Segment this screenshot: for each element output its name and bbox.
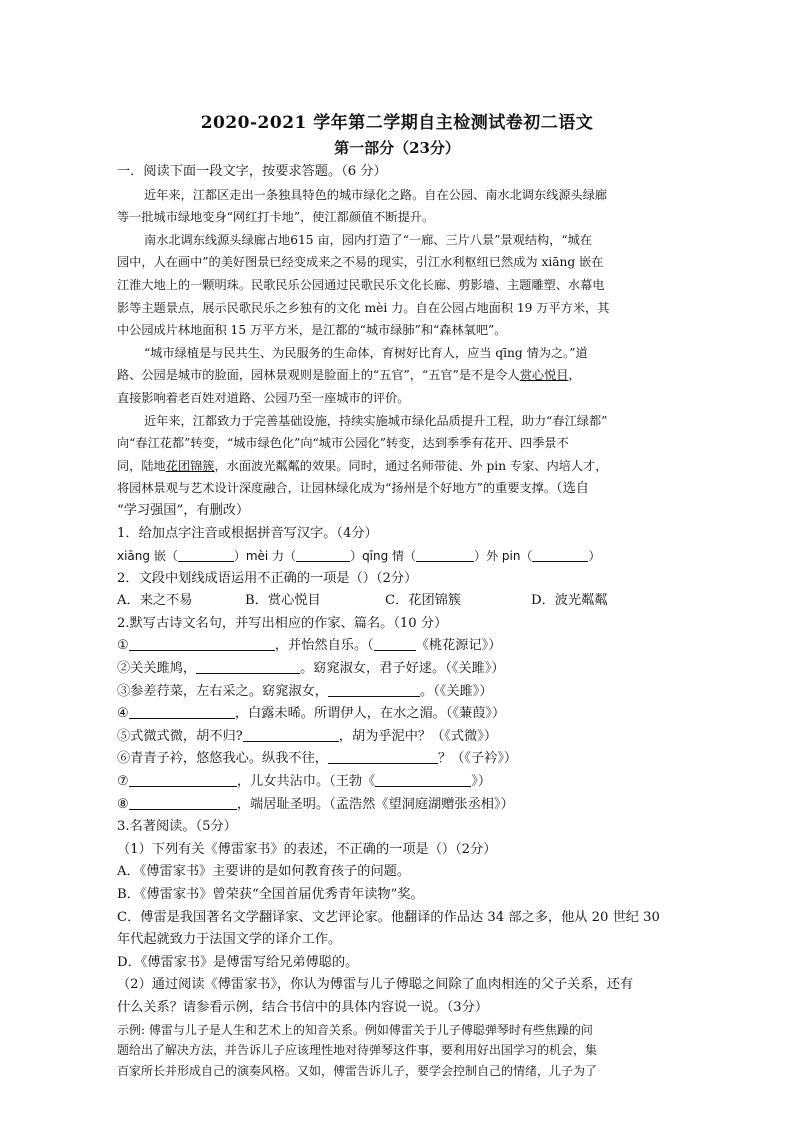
passage-text: ，水面波光粼粼的效果。同时，通过名师带徒、外 pin 专家、内培人才， bbox=[214, 458, 608, 473]
recite-line-2 bbox=[117, 658, 677, 681]
answer-blank[interactable] bbox=[196, 659, 300, 674]
passage-line: 园中，人在画中”的美好图景已经变成来之不易的现实，引江水利枢纽已然成为 xiāng 嵌在 bbox=[117, 255, 604, 270]
answer-blank[interactable] bbox=[416, 547, 474, 562]
question-4-2-continued: 什么关系？请参看示例，结合书信中的具体内容说一说。（3分） bbox=[117, 999, 489, 1015]
passage-line: 江淮大地上的一颗明珠。民歌民乐公园通过民歌民乐文化长廊、剪影墙、主题雕塑、水幕电 bbox=[117, 277, 605, 292]
underlined-idiom: 赏心悦目 bbox=[519, 368, 569, 383]
passage-line bbox=[117, 477, 677, 500]
recite-text: ，儿女共沾巾。（王勃《 bbox=[236, 774, 376, 790]
option-d[interactable]: D．波光粼粼 bbox=[531, 593, 608, 609]
passage-line bbox=[117, 364, 677, 387]
recite-line-8 bbox=[117, 794, 677, 817]
question-4-2: （2）通过阅读《傅雷家书》，你认为傅雷与儿子傅聪之间除了血肉相连的父子关系，还有 bbox=[117, 977, 634, 993]
recite-text: ，并怡然自乐。（ bbox=[274, 638, 374, 654]
option-b[interactable]: B．《傅雷家书》曾荣获“全国首届优秀青年读物”奖。 bbox=[117, 887, 424, 902]
option-c-continued: 年代起就致力于法国文学的译介工作。 bbox=[117, 932, 342, 948]
answer-blank[interactable] bbox=[296, 547, 350, 562]
recite-line-5 bbox=[117, 726, 677, 749]
section-heading: 一．阅读下面一段文字，按要求答题。（6 分） bbox=[117, 164, 387, 179]
recite-text: 。（《关雎》） bbox=[420, 683, 493, 699]
recite-line-1 bbox=[117, 635, 677, 658]
answer-blank[interactable] bbox=[129, 704, 235, 719]
recite-text: ⑤式微式微，胡不归? bbox=[117, 728, 243, 744]
option-d[interactable]: D．《傅雷家书》是傅雷写给兄弟傅聪的。 bbox=[117, 954, 359, 970]
recite-text: ⑦ bbox=[117, 774, 129, 790]
part-title: 第一部分（23分） bbox=[334, 139, 460, 157]
passage-line: 影等主题景点，展示民歌民乐之乡独有的文化 mèi 力。自在公园占地面积 19 万平方米，其 bbox=[117, 300, 610, 315]
passage-text: ， bbox=[568, 368, 581, 383]
recite-text: ？（《子衿》） bbox=[438, 751, 518, 767]
option-a[interactable]: A．来之不易 bbox=[117, 593, 193, 609]
answer-blank[interactable] bbox=[243, 727, 339, 742]
exam-body bbox=[117, 161, 677, 1081]
option-c[interactable]: C．花团锦簇 bbox=[385, 593, 462, 609]
answer-blank[interactable] bbox=[532, 547, 588, 562]
pinyin-prompt: ）qīng 情（ bbox=[350, 549, 417, 564]
passage-line: 向“春江花都”转变，“城市绿色化”向“城市公园化”转变，达到季季有花开、四季景不 bbox=[117, 436, 569, 451]
example-line: 百家所长并形成自己的演奏风格。又如，傅雷告诉儿子，要学会控制自己的情绪，儿子为了 bbox=[117, 1063, 598, 1078]
recite-text: ③参差荇菜，左右采之。窈窕淑女， bbox=[117, 683, 328, 699]
source-text: （选自 bbox=[556, 481, 589, 497]
recite-line-6 bbox=[117, 748, 677, 771]
recite-text: 《桃花源记》） bbox=[415, 638, 502, 654]
question-4: 3.名著阅读。（5分） bbox=[117, 819, 237, 835]
passage-line: 近年来，江都区走出一条独具特色的城市绿化之路。自在公园、南水北调东线源头绿廊 bbox=[144, 187, 608, 202]
options-q2 bbox=[117, 590, 677, 613]
answer-blank[interactable] bbox=[375, 772, 471, 787]
question-1: 1．给加点字注音或根据拼音写汉字。（4分） bbox=[117, 525, 378, 541]
option-b[interactable]: B．赏心悦目 bbox=[245, 593, 321, 609]
recite-text: ⑧ bbox=[117, 796, 129, 812]
passage-line: 南水北调东线源头绿廊占地615 亩，园内打造了“一廊、三片八景”景观结构，“城在 bbox=[144, 232, 593, 247]
exam-title: 2020-2021 学年第二学期自主检测试卷初二语文 bbox=[200, 113, 594, 133]
question-3: 2.默写古诗文名句，并写出相应的作家、篇名。（10 分） bbox=[117, 615, 448, 631]
passage-line: 近年来，江都致力于完善基础设施，持续实施城市绿化品质提升工程，助力“春江绿都” bbox=[144, 413, 608, 428]
recite-text: 》） bbox=[471, 774, 492, 790]
answer-blank[interactable] bbox=[129, 636, 275, 651]
recite-text: ⑥青青子衿，悠悠我心。纵我不往， bbox=[117, 751, 328, 767]
option-c[interactable]: C．傅雷是我国著名文学翻译家、文艺评论家。他翻译的作品达 34 部之多，他从 20 世纪 30 bbox=[117, 909, 660, 925]
underlined-idiom: 花团锦簇 bbox=[165, 458, 215, 473]
passage-line: 直接影响着老百姓对道路、公园乃至一座城市的评价。 bbox=[117, 390, 410, 405]
pinyin-prompt: ）mèi 力（ bbox=[233, 549, 297, 564]
answer-blank[interactable] bbox=[129, 772, 237, 787]
example-line: 题给出了解决方法，并告诉儿子应该理性地对待弹琴这件事，要利用好出国学习的机会，集 bbox=[117, 1043, 598, 1058]
answer-blank[interactable] bbox=[129, 795, 237, 810]
recite-text: ，胡为乎泥中？（《式微》） bbox=[338, 728, 498, 744]
recite-line-7 bbox=[117, 771, 677, 794]
example-line: 示例: 傅雷与儿子是人生和艺术上的知音关系。例如傅雷关于儿子傅聪弹琴时有些焦躁的问 bbox=[117, 1022, 593, 1037]
passage-text: 同，陆地 bbox=[117, 458, 166, 473]
answer-blank[interactable] bbox=[328, 682, 420, 697]
answer-blank[interactable] bbox=[328, 749, 438, 764]
recite-text: ④ bbox=[117, 706, 129, 722]
pinyin-prompt: ） bbox=[588, 549, 601, 564]
recite-text: ，端居耻圣明。（孟浩然《望洞庭湖赠张丞相》） bbox=[236, 796, 514, 812]
passage-text: 路、公园是城市的脸面，园林景观则是脸面上的“五官”，“五官”是不是令人 bbox=[117, 368, 520, 383]
passage-line: “城市绿植是与民共生、为民服务的生命体，育树好比育人，应当 qīng 情为之。”道 bbox=[144, 345, 588, 360]
question-2: 2．文段中划线成语运用不正确的一项是（）（2分） bbox=[117, 570, 418, 586]
question-4-1: （1）下列有关《傅雷家书》的表述，不正确的一项是（）（2分） bbox=[117, 841, 497, 857]
passage-line: 等一批城市绿地变身“网红打卡地”，使江都颜值不断提升。 bbox=[117, 210, 435, 225]
passage-text: 将园林景观与艺术设计深度融合，让园林绿化成为“扬州是个好地方”的重要支撑。 bbox=[117, 481, 557, 496]
recite-line-3 bbox=[117, 681, 677, 704]
recite-text: 。窈窕淑女，君子好逑。（《关雎》） bbox=[300, 661, 505, 677]
answer-blank[interactable] bbox=[374, 636, 416, 651]
recite-text: ，白露未晞。所谓伊人，在水之湄。（《蒹葭》） bbox=[234, 706, 506, 722]
answer-blank[interactable] bbox=[178, 547, 234, 562]
source-line: “学习强国”，有删改） bbox=[117, 502, 250, 518]
pinyin-prompt: xiāng 嵌（ bbox=[117, 549, 178, 564]
pinyin-prompt: ）外 pin（ bbox=[474, 549, 533, 564]
option-a[interactable]: A．《傅雷家书》主要讲的是如何教育孩子的问题。 bbox=[117, 864, 411, 880]
recite-line-4 bbox=[117, 703, 677, 726]
passage-line: 中公园成片林地面积 15 万平方米，是江都的“城市绿肺”和“森林氧吧”。 bbox=[117, 323, 507, 338]
passage-line bbox=[117, 455, 677, 478]
recite-text: ②关关雎鸠， bbox=[117, 661, 197, 677]
answer-line-q1 bbox=[117, 545, 677, 568]
recite-text: ① bbox=[117, 638, 129, 654]
